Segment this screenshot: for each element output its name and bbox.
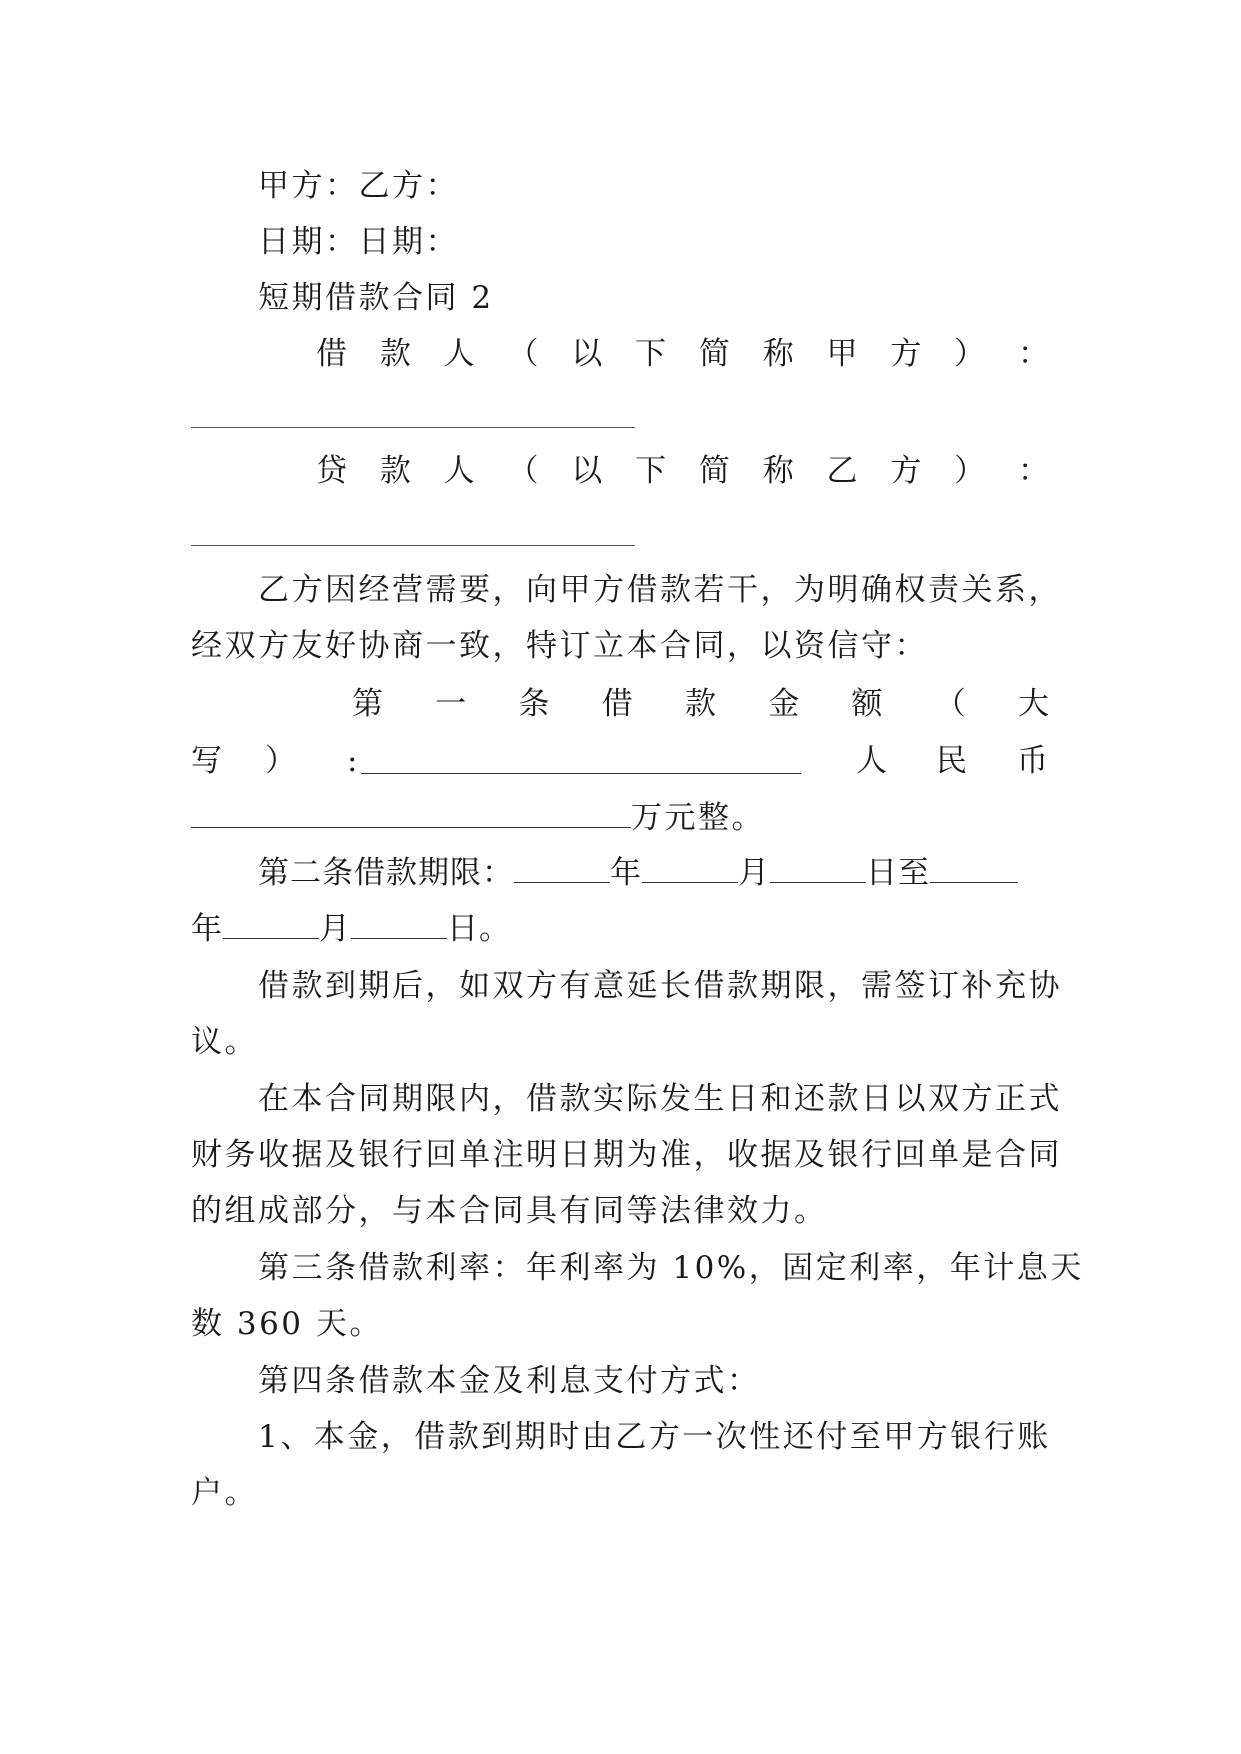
day-to-text: 日至: [866, 855, 930, 891]
article1-char: 款: [685, 686, 716, 722]
lender-char: （: [507, 453, 539, 489]
article1-char: 大: [1018, 686, 1049, 722]
article1-line-1: [352, 684, 1049, 724]
end-month-blank: [223, 908, 319, 939]
item1-line-2: 户。: [191, 1475, 258, 1511]
receipts-line-1: 在本合同期限内，借款实际发生日和还款日以双方正式: [258, 1081, 1062, 1117]
rmb-char: 人: [856, 743, 887, 779]
lender-char: ：: [1017, 453, 1049, 489]
lender-char: 以: [571, 453, 603, 489]
borrower-char: ）: [954, 336, 986, 372]
lender-char: 贷: [316, 453, 347, 489]
article1-char: 第: [352, 686, 383, 722]
article1-char: （: [934, 686, 966, 722]
borrower-name-blank: [191, 427, 635, 428]
lender-char: 方: [890, 453, 922, 489]
item1-line-1: 1、本金，借款到期时由乙方一次性还付至甲方银行账: [258, 1419, 1051, 1455]
year-char: 年: [191, 911, 223, 947]
lender-char: 人: [443, 453, 475, 489]
article1-write-char: 写: [191, 743, 222, 779]
borrower-char: ：: [1017, 336, 1049, 372]
borrower-char: 以: [571, 336, 603, 372]
receipts-line-2: 财务收据及银行回单注明日期为准，收据及银行回单是合同: [191, 1137, 1062, 1173]
article2-line-2: [191, 908, 1049, 948]
borrower-label-line: [316, 334, 1049, 374]
lender-char: 称: [762, 453, 794, 489]
lender-name-blank: [191, 545, 635, 546]
borrower-char: 下: [635, 336, 667, 372]
month-char: 月: [738, 855, 770, 891]
article1-char: 借: [601, 686, 633, 722]
article2-label: 第二条借款期限：: [258, 855, 514, 891]
borrower-char: 款: [379, 336, 411, 372]
article1-char: 一: [435, 686, 467, 722]
start-month-blank: [642, 852, 738, 883]
borrower-char: 方: [890, 336, 922, 372]
article1-char: 条: [518, 686, 550, 722]
article1-line-2: [191, 741, 1049, 781]
borrower-char: 借: [316, 336, 347, 372]
article4-heading: 第四条借款本金及利息支付方式：: [258, 1363, 761, 1399]
article3-line-2: 数 360 天。: [191, 1306, 383, 1342]
lender-char: ）: [954, 453, 986, 489]
start-year-blank: [514, 852, 610, 883]
borrower-char: 简: [698, 336, 730, 372]
borrower-char: 称: [762, 336, 794, 372]
article1-char: 金: [768, 686, 800, 722]
extension-line-2: 议。: [191, 1024, 258, 1060]
year-char: 年: [610, 855, 642, 891]
intro-line-1: 乙方因经营需要，向甲方借款若干，为明确权责关系，: [258, 572, 1062, 608]
article1-line-3: [191, 797, 1049, 837]
end-day-blank: [351, 908, 447, 939]
month-char: 月: [319, 911, 351, 947]
start-day-blank: [770, 852, 866, 883]
lender-char: 乙: [826, 453, 858, 489]
lender-char: 款: [379, 453, 411, 489]
end-year-blank: [930, 852, 1018, 883]
borrower-char: 人: [443, 336, 475, 372]
day-end-text: 日。: [447, 911, 511, 947]
receipts-line-3: 的组成部分，与本合同具有同等法律效力。: [191, 1193, 828, 1229]
article1-paren: ）: [265, 743, 296, 779]
borrower-char: （: [507, 336, 539, 372]
amount-rmb-blank: [191, 797, 631, 828]
article3-line-1: 第三条借款利率：年利率为 10%，固定利率，年计息天: [258, 1250, 1084, 1286]
borrower-char: 甲: [826, 336, 858, 372]
article2-line-1: [258, 852, 1049, 892]
extension-line-1: 借款到期后，如双方有意延长借款期限，需签订补充协: [258, 968, 1062, 1004]
article1-colon: :: [347, 743, 358, 779]
article1-char: 额: [851, 686, 883, 722]
rmb-char: 币: [1017, 743, 1048, 779]
contract-title: 短期借款合同 2: [258, 280, 494, 316]
amount-uppercase-blank: [361, 743, 801, 774]
intro-line-2: 经双方友好协商一致，特订立本合同，以资信守：: [191, 628, 928, 664]
amount-unit: 万元整。: [631, 800, 765, 836]
lender-char: 简: [698, 453, 730, 489]
lender-label-line: [316, 451, 1049, 491]
parties-signature-line: 甲方：乙方：: [258, 168, 459, 204]
rmb-char: 民: [936, 743, 967, 779]
signature-date-line: 日期：日期：: [258, 224, 459, 260]
lender-char: 下: [635, 453, 667, 489]
